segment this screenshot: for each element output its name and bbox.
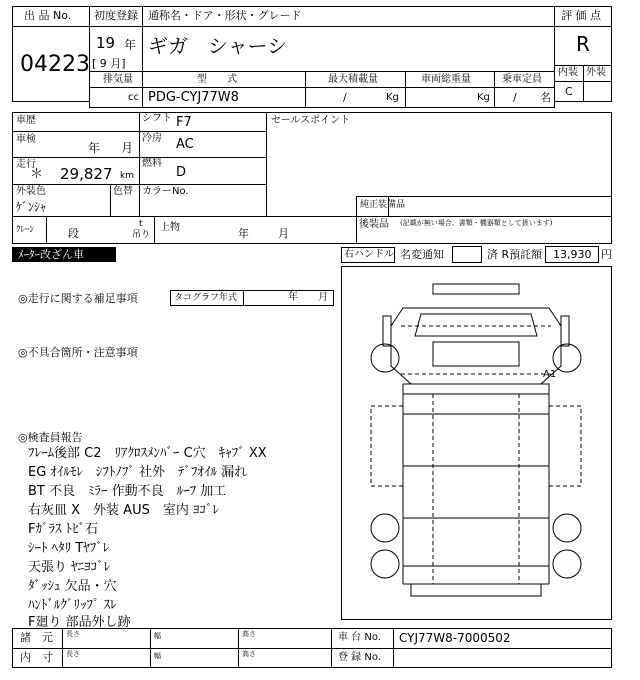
model-label: 型 式 [197, 74, 237, 85]
first-reg-label: 初度登録 [94, 9, 138, 22]
inspector-line: ﾀﾞｯｼｭ 欠品・穴 [28, 579, 117, 594]
vehicle-name-label: 通称名・ドア・形状・グレード [148, 9, 302, 22]
right-hand-label: 右ハンドル [344, 249, 394, 260]
capacity-unit: 名 [540, 91, 551, 104]
displacement-unit: cc [128, 92, 139, 103]
year-unit: 年 [124, 38, 137, 52]
windshield-shape [415, 314, 537, 336]
meter-tampered-flag [12, 247, 116, 262]
rear-right-wheel-2-shape [553, 550, 581, 578]
aftermarket-note: (記載が無い場合、書類・機器類として扱います) [400, 219, 553, 227]
inspector-line: EG ｵｲﾙﾓﾚ ｼﾌﾄﾉﾌﾞ 社外 ﾃﾞﾌｵｲﾙ 漏れ [28, 465, 248, 480]
color-code-label: 色替 [113, 186, 133, 197]
left-mirror-shape [383, 316, 391, 346]
fuel-label: 燃料 [142, 158, 162, 169]
overall-grade: R [576, 32, 590, 56]
rear-right-wheel-shape [553, 514, 581, 542]
front-bumper-shape [433, 284, 519, 294]
tacho-month: 月 [318, 292, 328, 303]
inspector-line: Fｶﾞﾗｽ ﾄﾋﾞ石 [28, 522, 99, 537]
mileage-value: 29,827 [60, 165, 113, 183]
inspector-line: BT 不良 ﾐﾗｰ 作動不良 ﾙｰﾌ 加工 [28, 484, 227, 499]
recycle-unit: 円 [601, 248, 612, 261]
crane-stage: 段 [68, 227, 79, 240]
inspector-line: ﾌﾚｰﾑ後部 C2 ﾘｱｸﾛｽﾒﾝﾊﾞｰ C穴 ｷｬﾌﾞ XX [28, 446, 267, 461]
crane-label: ｸﾚｰﾝ [16, 225, 35, 235]
max-load-value: / [343, 91, 347, 104]
upper-label: 上物 [160, 222, 180, 233]
capacity-value: / [513, 91, 517, 104]
recycle-amount: 13,930 [553, 248, 592, 261]
exterior-grade-cell [583, 81, 612, 102]
inspection-year: 年 [88, 141, 101, 155]
dims-label: 諸 元 [20, 631, 53, 644]
first-reg-year: 19 [96, 34, 116, 52]
front-right-wheel-shape [553, 344, 581, 372]
name-change-box [452, 246, 482, 263]
shift-value: F7 [176, 115, 192, 130]
fuel-value: D [176, 165, 187, 180]
cab-outline [391, 308, 561, 384]
upper-month: 月 [278, 227, 289, 240]
tachograph-label: タコグラフ年式 [174, 293, 238, 303]
inspector-line: 天張り ﾔﾆﾖｺﾞﾚ [28, 560, 111, 575]
exterior-label: 外装 [586, 67, 606, 78]
height-label: 高さ [242, 650, 256, 658]
max-load-unit: Kg [386, 92, 399, 103]
sales-point-label: セールスポイント [271, 115, 351, 126]
lot-label: 出 品 No. [24, 9, 72, 22]
mileage-star: ＊ [30, 167, 44, 182]
damage-mark-a1: A1 [543, 369, 557, 380]
mileage-label: 走行 [16, 159, 36, 170]
interior-grade: C [565, 85, 573, 98]
inspector-line: ｼｰﾄ ﾍﾀﾘ Tﾔﾌﾞﾚ [28, 541, 110, 556]
rating-label: 評 価 点 [561, 9, 601, 22]
color-no-label: カラーNo. [142, 186, 189, 197]
length-label: 長さ [66, 630, 80, 638]
mileage-unit: km [120, 171, 134, 181]
lot-number: 04223 [20, 52, 90, 77]
defects-title: ◎不具合箇所・注意事項 [18, 346, 138, 359]
right-mirror-shape [561, 316, 569, 346]
max-load-label: 最大積載量 [328, 74, 378, 85]
inspection-label: 車検 [16, 134, 36, 145]
width-label: 幅 [154, 652, 161, 660]
rear-left-wheel-2-shape [371, 550, 399, 578]
height-label: 高さ [242, 630, 256, 638]
front-left-wheel-shape [371, 344, 399, 372]
gross-weight-unit: Kg [477, 92, 490, 103]
genuine-equip-label: 純正装備品 [360, 200, 406, 210]
width-label: 幅 [154, 632, 161, 640]
history-label: 車歴 [16, 115, 36, 126]
displacement-label: 排気量 [103, 74, 133, 85]
cab-roof-shape [433, 342, 519, 366]
name-change-label: 名変通知 [400, 248, 444, 261]
inspector-line: F廻り 部品外し跡 [28, 615, 131, 630]
aftermarket-label: 後装品 [359, 219, 389, 230]
length-label: 長さ [66, 650, 80, 658]
chassis-label: 車 台 No. [338, 632, 381, 643]
body-dims-label: 内 寸 [20, 651, 53, 664]
upper-year: 年 [238, 227, 249, 240]
rear-left-wheel-shape [371, 514, 399, 542]
inspector-title: ◎検査員報告 [18, 431, 83, 444]
reg-label: 登 録 No. [338, 652, 381, 663]
meter-tampered-text: ﾒｰﾀｰ改ざん車 [18, 248, 84, 261]
rear-bumper-shape [411, 584, 541, 596]
tacho-year: 年 [288, 292, 298, 303]
inspector-line: 右灰皿 X 外装 AUS 室内 ﾖｺﾞﾚ [28, 503, 219, 518]
capacity-label: 乗車定員 [502, 74, 542, 85]
crane-lift: 吊り [132, 230, 151, 240]
crane-t: t [139, 219, 143, 229]
interior-label: 内装 [558, 67, 578, 78]
shift-label: シフト [142, 113, 172, 124]
chassis-value: CYJ77W8-7000502 [399, 631, 511, 645]
running-notes-title: ◎走行に関する補足事項 [18, 292, 138, 305]
ac-value: AC [176, 137, 194, 152]
inspection-month: 月 [121, 141, 134, 155]
gross-weight-label: 車両総重量 [421, 74, 471, 85]
truck-chassis-diagram [341, 266, 612, 620]
spec-label-row [89, 71, 555, 88]
model-code: PDG-CYJ77W8 [148, 90, 239, 105]
first-reg-month: [ 9 月] [92, 57, 126, 70]
recycle-label: 済 R預託額 [487, 248, 543, 261]
inspector-line: ﾊﾝﾄﾞﾙｸﾞﾘｯﾌﾟ ｽﾚ [28, 598, 117, 613]
ext-color-value: ｹﾞﾝｼｬ [16, 200, 47, 214]
vehicle-name: ギガ シャーシ [148, 34, 288, 58]
ext-color-label: 外装色 [16, 186, 46, 197]
ac-label: 冷房 [142, 133, 162, 144]
